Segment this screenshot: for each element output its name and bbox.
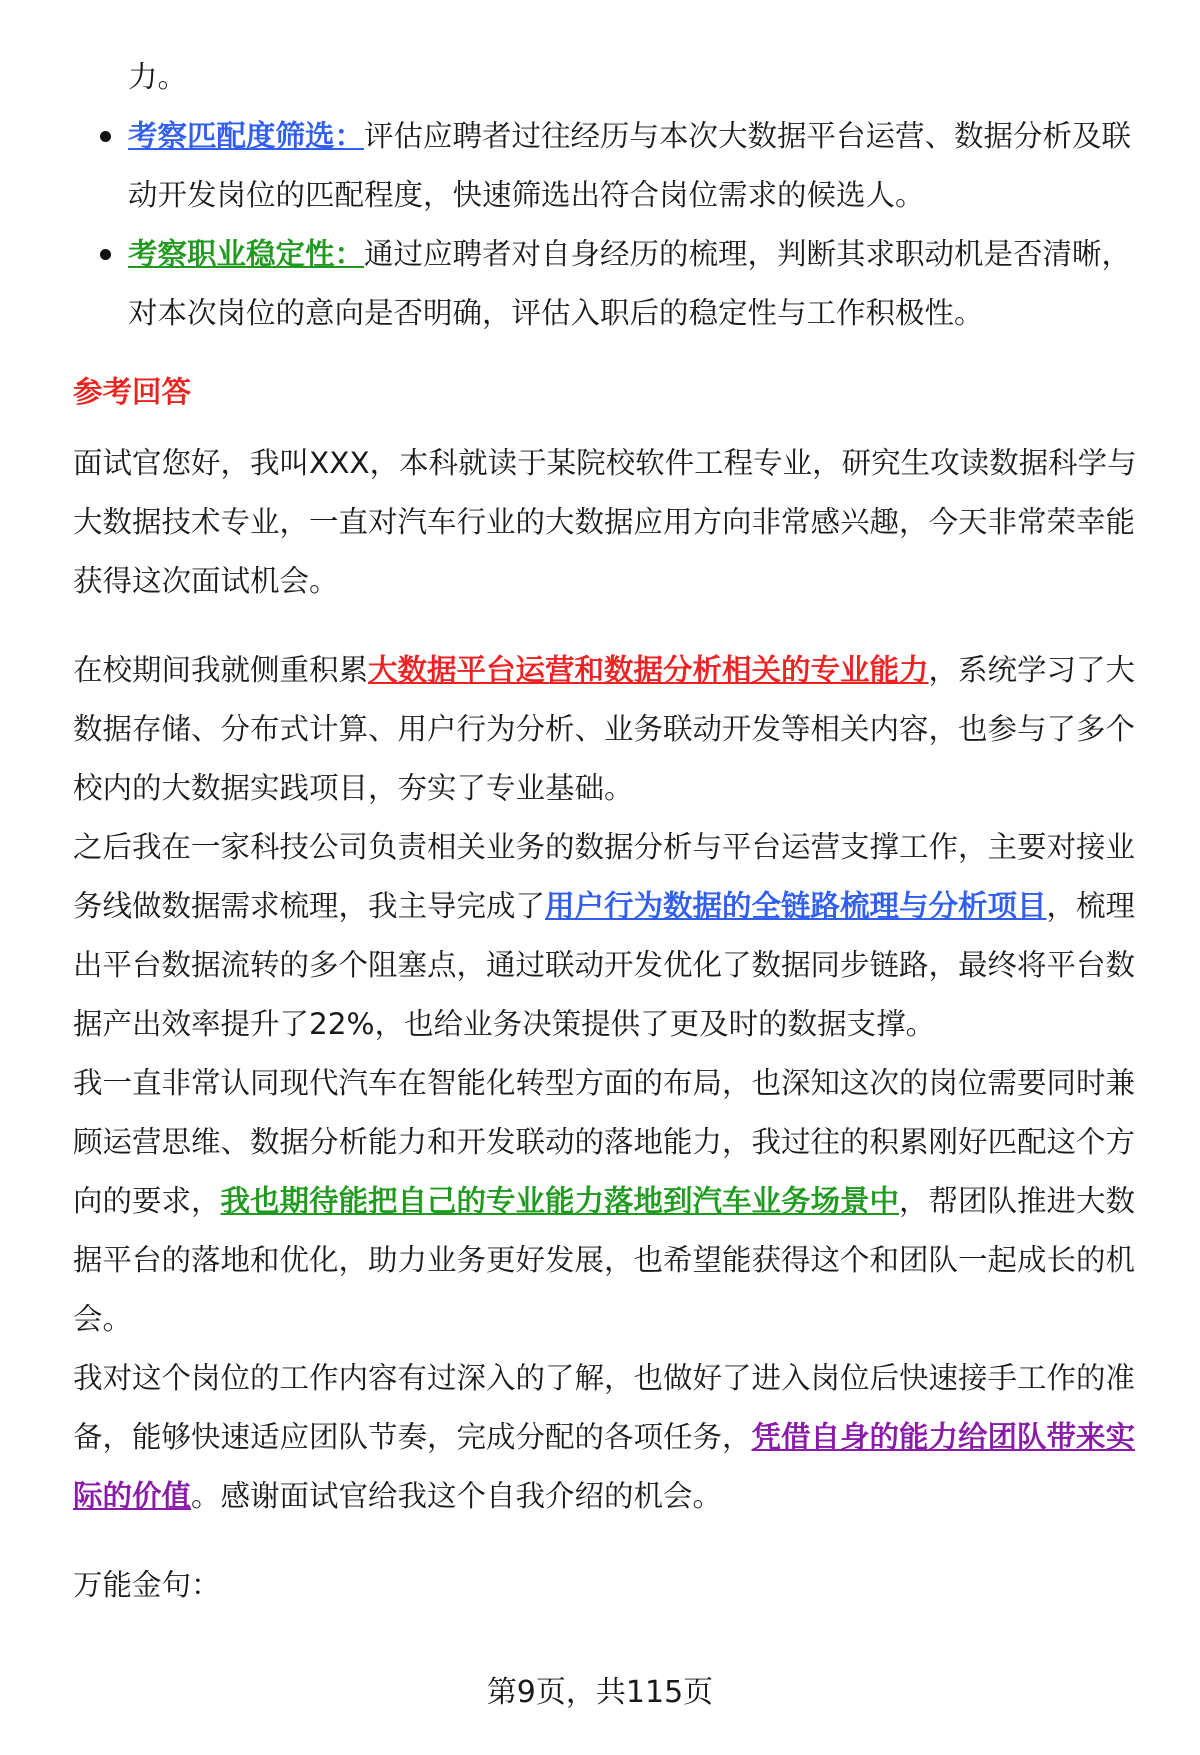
highlight-green: 我也期待能把自己的专业能力落地到汽车业务场景中 xyxy=(220,1184,900,1218)
paragraph-gap xyxy=(73,1526,1149,1556)
paragraph-closing-text-a: 我对这个岗位的工作内容有过深入的了解，也做好了进入岗位后快速接手工作的准备，能够快速适应团队节奏，完成分配的各项任务， xyxy=(73,1361,1136,1454)
paragraph-school xyxy=(73,641,1149,818)
page-number-footer: 第9页，共115页 xyxy=(486,1675,714,1710)
bullet-item-match xyxy=(73,107,1149,225)
bullet-text-stability: 通过应聘者对自身经历的梳理，判断其求职动机是否清晰，对本次岗位的意向是否明确，评估入职后的稳定性与工作积极性。 xyxy=(128,237,1132,330)
paragraph-golden-phrase: 万能金句： xyxy=(73,1568,221,1602)
paragraph-motivation-text-b: ，帮团队推进大数据平台的落地和优化，助力业务更好发展，也希望能获得这个和团队一起成长的机会。 xyxy=(73,1184,1136,1336)
paragraph-work xyxy=(73,818,1149,1054)
paragraph-work-text-a: 之后我在一家科技公司负责相关业务的数据分析与平台运营支撑工作，主要对接业务线做数据需求梳理，我主导完成了 xyxy=(73,830,1136,923)
bullet-item-stability xyxy=(73,225,1149,343)
paragraph-closing-text-b: 。感谢面试官给我这个自我介绍的机会。 xyxy=(191,1479,723,1513)
bullet-list xyxy=(73,107,1149,343)
paragraph-gap xyxy=(73,611,1149,641)
paragraph-school-text-a: 在校期间我就侧重积累 xyxy=(73,653,369,687)
paragraph-school-text-b: ，系统学习了大数据存储、分布式计算、用户行为分析、业务联动开发等相关内容，也参与了多个校内的大数据实践项目，夯实了专业基础。 xyxy=(73,653,1136,805)
bullet-label-match: 考察匹配度筛选： xyxy=(128,119,365,153)
bullet-dot-icon xyxy=(100,249,111,260)
paragraph-intro: 面试官您好，我叫XXX，本科就读于某院校软件工程专业，研究生攻读数据科学与大数据技术专业，一直对汽车行业的大数据应用方向非常感兴趣，今天非常荣幸能获得这次面试机会。 xyxy=(73,446,1137,598)
paragraph-work-text-b: ，梳理出平台数据流转的多个阻塞点，通过联动开发优化了数据同步链路，最终将平台数据产出效率提升了22%，也给业务决策提供了更及时的数据支撑。 xyxy=(73,889,1136,1041)
bullet-text-match: 评估应聘者过往经历与本次大数据平台运营、数据分析及联动开发岗位的匹配程度，快速筛选出符合岗位需求的候选人。 xyxy=(128,119,1132,212)
continued-text: 力。 xyxy=(128,60,188,94)
highlight-purple: 凭借自身的能力给团队带来实际的价值 xyxy=(73,1420,1136,1513)
section-title: 参考回答 xyxy=(73,375,192,409)
highlight-red: 大数据平台运营和数据分析相关的专业能力 xyxy=(368,653,929,687)
paragraph-closing xyxy=(73,1349,1149,1526)
paragraph-motivation-text-a: 我一直非常认同现代汽车在智能化转型方面的布局，也深知这次的岗位需要同时兼顾运营思维、数据分析能力和开发联动的落地能力，我过往的积累刚好匹配这个方向的要求， xyxy=(73,1066,1136,1218)
bullet-label-stability: 考察职业稳定性： xyxy=(128,237,365,271)
page-content xyxy=(73,48,1149,1615)
bullet-dot-icon xyxy=(100,131,111,142)
paragraph-motivation xyxy=(73,1054,1149,1349)
highlight-blue: 用户行为数据的全链路梳理与分析项目 xyxy=(545,889,1047,923)
